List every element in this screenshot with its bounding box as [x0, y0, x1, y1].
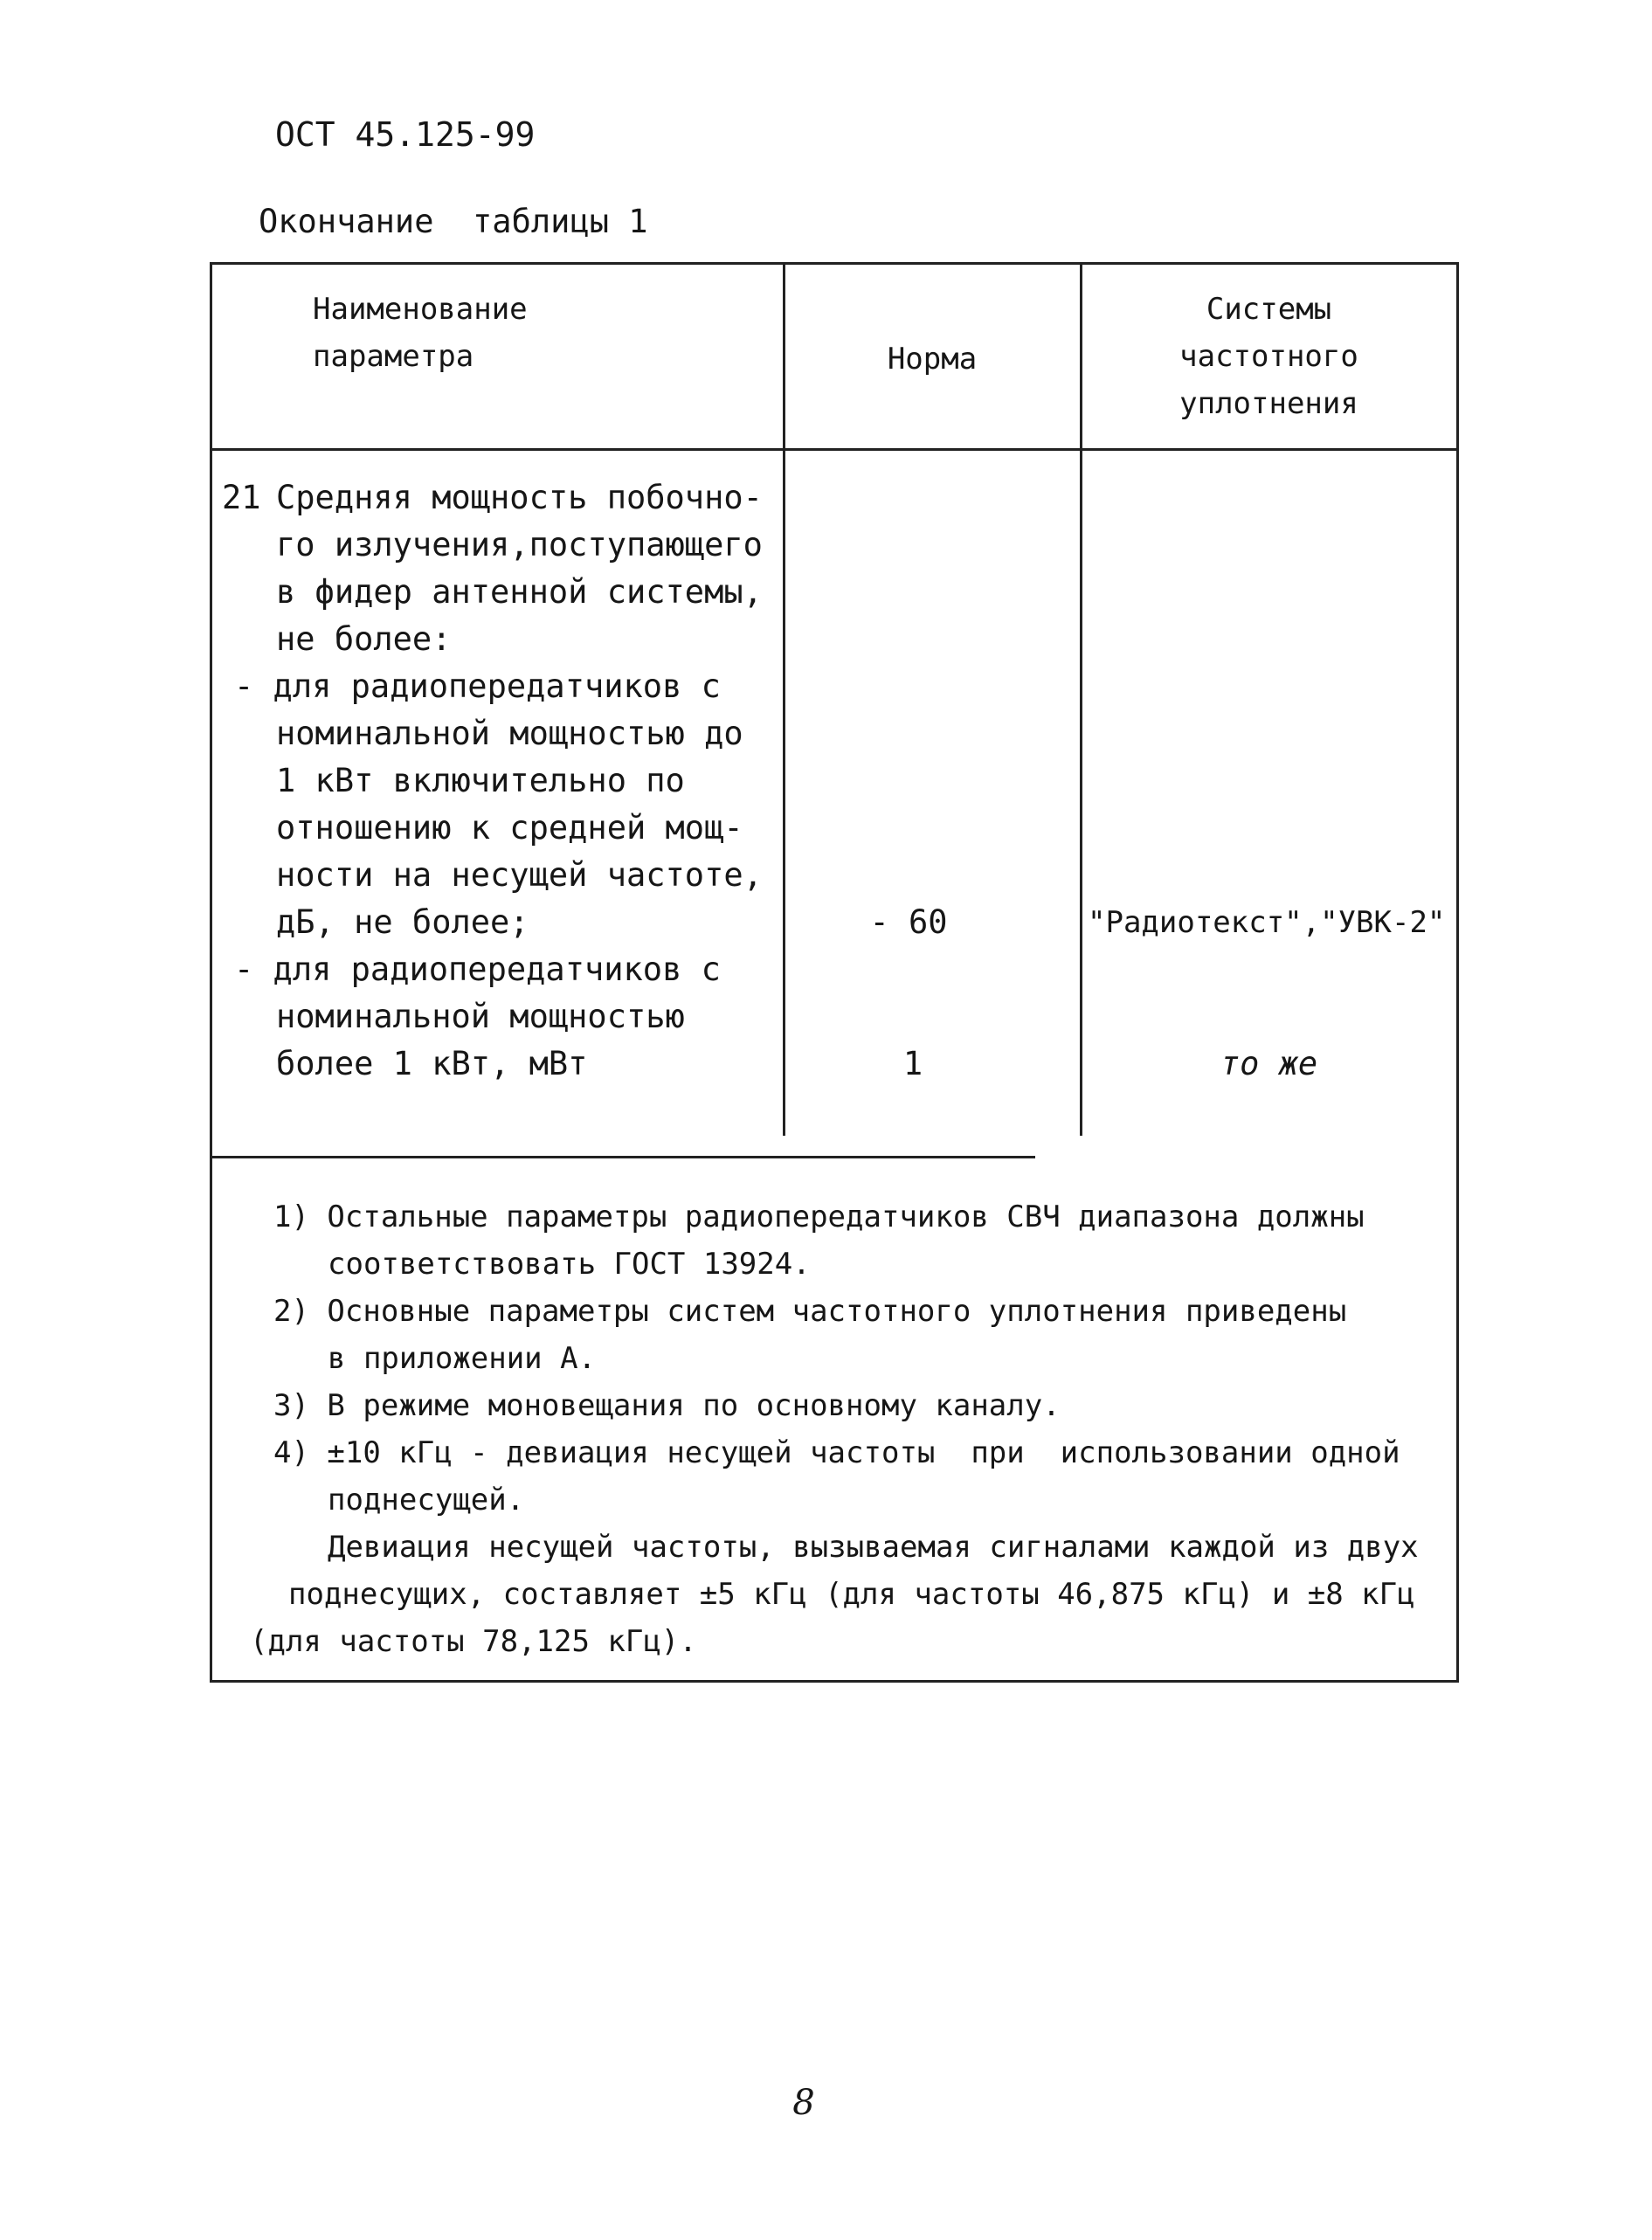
system-value-1: "Радиотекст","УВК-2" [1088, 905, 1446, 940]
parameter-line: - для радиопередатчиков с [234, 667, 721, 705]
norm-value-2: 1 [902, 1045, 923, 1082]
document-header: ОСТ 45.125-99 [275, 115, 536, 154]
note-line: Девиация несущей частоты, вызываемая сигналами каждой из двух [328, 1530, 1419, 1565]
column-divider-1 [783, 262, 785, 1136]
table-caption: Окончание таблицы 1 [259, 203, 648, 240]
note-line: соответствовать ГОСТ 13924. [328, 1247, 811, 1282]
parameter-line: ности на несущей частоте, [276, 856, 763, 894]
parameter-line: более 1 кВт, мВт [276, 1045, 588, 1082]
parameter-line: Средняя мощность побочно- [276, 479, 763, 516]
parameter-line: отношению к средней мощ- [276, 809, 743, 847]
column-divider-2 [1080, 262, 1082, 1136]
parameter-line: дБ, не более; [276, 903, 529, 941]
parameter-line: - для радиопередатчиков с [234, 951, 721, 988]
note-line: 2) Основные параметры систем частотного уплотнения приведены [273, 1294, 1347, 1329]
column-header-systems-line3: уплотнения [1179, 386, 1358, 421]
column-header-parameter-line1: Наименование [313, 292, 528, 327]
column-header-systems-line2: частотного [1179, 339, 1358, 374]
table-body-bottom-border [210, 1156, 1035, 1158]
parameter-line: номинальной мощностью [276, 998, 685, 1035]
table-right-border [1456, 262, 1459, 1683]
table-header-divider [210, 448, 1459, 451]
system-value-2: то же [1220, 1045, 1318, 1082]
note-line: поднесущих, составляет ±5 кГц (для частоты 46,875 кГц) и ±8 кГц [288, 1577, 1415, 1612]
table-top-border [210, 262, 1459, 265]
note-line: (для частоты 78,125 кГц). [250, 1624, 697, 1659]
column-header-norm: Норма [887, 342, 978, 377]
parameter-line: го излучения,поступающего [276, 526, 763, 563]
column-header-parameter-line2: параметра [313, 339, 474, 374]
note-line: 1) Остальные параметры радиопередатчиков СВЧ диапазона должны [273, 1200, 1365, 1234]
row-number: 21 [222, 479, 261, 516]
norm-value-1: - 60 [869, 903, 948, 941]
note-line: 3) В режиме моновещания по основному каналу. [273, 1388, 1061, 1423]
parameter-line: номинальной мощностью до [276, 715, 743, 752]
page-number: 8 [792, 2083, 815, 2123]
note-line: в приложении А. [328, 1341, 597, 1376]
parameter-line: в фидер антенной системы, [276, 573, 763, 611]
parameter-line: 1 кВт включительно по [276, 762, 685, 799]
column-header-systems-line1: Системы [1206, 292, 1332, 327]
note-line: поднесущей. [328, 1483, 525, 1518]
table-left-border [210, 262, 212, 1683]
notes-bottom-border [210, 1680, 1459, 1683]
parameter-line: не более: [276, 620, 452, 658]
note-line: 4) ±10 кГц - девиация несущей частоты при использовании одной [273, 1435, 1400, 1470]
